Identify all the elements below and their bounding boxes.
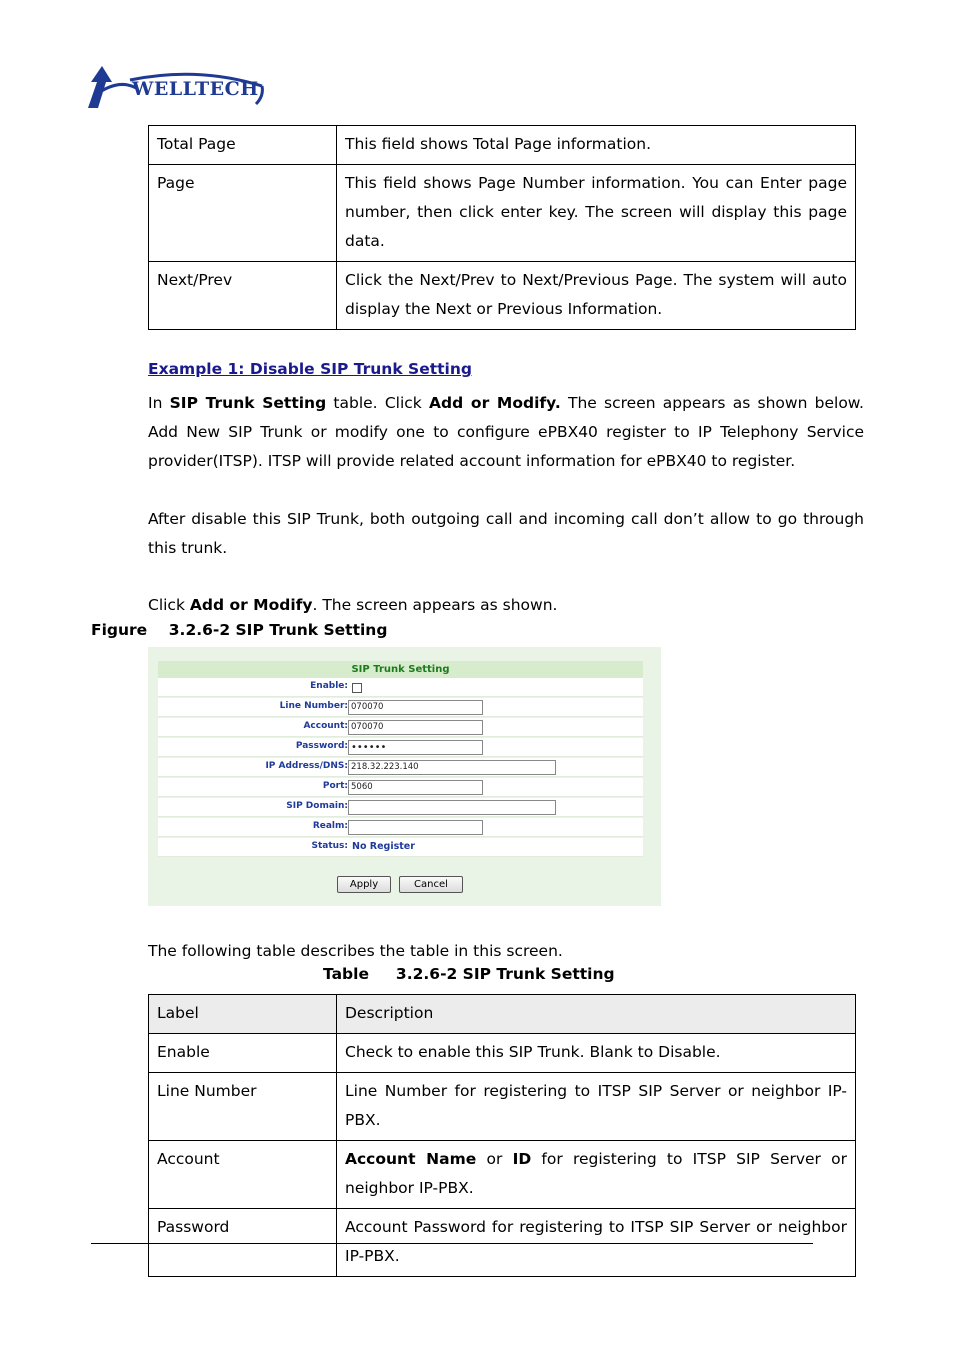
port-input[interactable]: 5060 — [348, 780, 483, 795]
logo-swoosh-icon — [128, 72, 266, 106]
table-row — [149, 126, 856, 165]
table-cell-label: Line Number — [149, 1073, 337, 1141]
footer-divider — [91, 1243, 813, 1244]
bold-text: SIP Trunk Setting — [169, 394, 327, 412]
table-row — [149, 262, 856, 330]
password-row — [158, 738, 643, 757]
disable-paragraph: After disable this SIP Trunk, both outgoing call and incoming call don’t allow to go through this trunk. — [148, 510, 864, 557]
table-caption: Table 3.2.6-2 SIP Trunk Setting — [323, 965, 615, 983]
status-row — [158, 838, 643, 857]
table-cell-description: Line Number for registering to ITSP SIP Server or neighbor IP-PBX. — [337, 1073, 856, 1141]
logo-text: WELLTECH — [132, 78, 259, 100]
panel-title: SIP Trunk Setting — [158, 661, 643, 678]
table-cell-description: This field shows Page Number information. You can Enter page number, then click enter key. The screen will display this page data. — [337, 165, 856, 262]
table-header-description: Description — [337, 995, 856, 1034]
line-number-input[interactable]: 070070 — [348, 700, 483, 715]
status-label: Status: — [311, 841, 348, 851]
sip-domain-input[interactable] — [348, 800, 556, 815]
realm-row — [158, 818, 643, 837]
text-span: . The screen appears as shown. — [312, 596, 558, 614]
bold-text: ID — [512, 1150, 532, 1168]
table-row — [149, 1073, 856, 1141]
sip-domain-label: SIP Domain: — [286, 801, 348, 811]
cancel-button[interactable]: Cancel — [399, 876, 463, 893]
click-paragraph — [148, 591, 864, 620]
account-row — [158, 718, 643, 737]
table-cell-label: Enable — [149, 1034, 337, 1073]
sip-trunk-setting-panel — [148, 647, 661, 906]
following-text: The following table describes the table in this screen. — [148, 942, 563, 960]
apply-button[interactable]: Apply — [337, 876, 391, 893]
figure-caption: Figure 3.2.6-2 SIP Trunk Setting — [91, 621, 388, 639]
text-span: for registering to ITSP SIP Server or neighbor IP-PBX. — [345, 1150, 847, 1197]
table-cell-label: Account — [149, 1141, 337, 1209]
text-span: Click — [148, 596, 190, 614]
table-cell-description — [337, 1141, 856, 1209]
bold-text: Account Name — [345, 1150, 477, 1168]
port-label: Port: — [322, 781, 348, 791]
realm-label: Realm: — [312, 821, 348, 831]
enable-label: Enable: — [310, 681, 348, 691]
sip-domain-row — [158, 798, 643, 817]
password-label: Password: — [295, 741, 348, 751]
ip-address-row — [158, 758, 643, 777]
table-header-row — [149, 995, 856, 1034]
table-cell-description: Account Password for registering to ITSP SIP Server or neighbor IP-PBX. — [337, 1209, 856, 1277]
enable-row — [158, 678, 643, 697]
text-span: table. Click — [326, 394, 430, 412]
intro-paragraph — [148, 389, 864, 476]
text-span: The screen appears as shown below. Add New SIP Trunk or modify one to configure ePBX40 register to IP Telephony Service provider(ITSP). ITSP will provide related account information for ePBX40 to register. — [148, 394, 864, 470]
port-row — [158, 778, 643, 797]
line-number-row — [158, 698, 643, 717]
password-input[interactable]: •••••• — [348, 740, 483, 755]
account-label: Account: — [303, 721, 348, 731]
account-input[interactable]: 070070 — [348, 720, 483, 735]
sip-trunk-description-table — [148, 994, 856, 1277]
table-cell-description: Click the Next/Prev to Next/Previous Page. The system will auto display the Next or Previous Information. — [337, 262, 856, 330]
line-number-label: Line Number: — [279, 701, 348, 711]
enable-checkbox[interactable] — [352, 683, 362, 693]
status-value: No Register — [352, 841, 415, 852]
ip-address-label: IP Address/DNS: — [265, 761, 348, 771]
realm-input[interactable] — [348, 820, 483, 835]
table-cell-label: Next/Prev — [149, 262, 337, 330]
field-description-table — [148, 125, 856, 330]
table-cell-description: Check to enable this SIP Trunk. Blank to Disable. — [337, 1034, 856, 1073]
table-row — [149, 1034, 856, 1073]
table-cell-label: Password — [149, 1209, 337, 1277]
table-cell-label: Total Page — [149, 126, 337, 165]
table-header-label: Label — [149, 995, 337, 1034]
ip-address-input[interactable]: 218.32.223.140 — [348, 760, 556, 775]
table-row — [149, 1141, 856, 1209]
table-row — [149, 165, 856, 262]
table-cell-label: Page — [149, 165, 337, 262]
welltech-logo — [88, 66, 268, 110]
bold-text: Add or Modify. — [429, 394, 561, 412]
table-cell-description: This field shows Total Page information. — [337, 126, 856, 165]
bold-text: Add or Modify — [189, 596, 313, 614]
text-span: In — [148, 394, 170, 412]
example-heading-link[interactable]: Example 1: Disable SIP Trunk Setting — [148, 360, 472, 378]
text-span: or — [476, 1150, 513, 1168]
